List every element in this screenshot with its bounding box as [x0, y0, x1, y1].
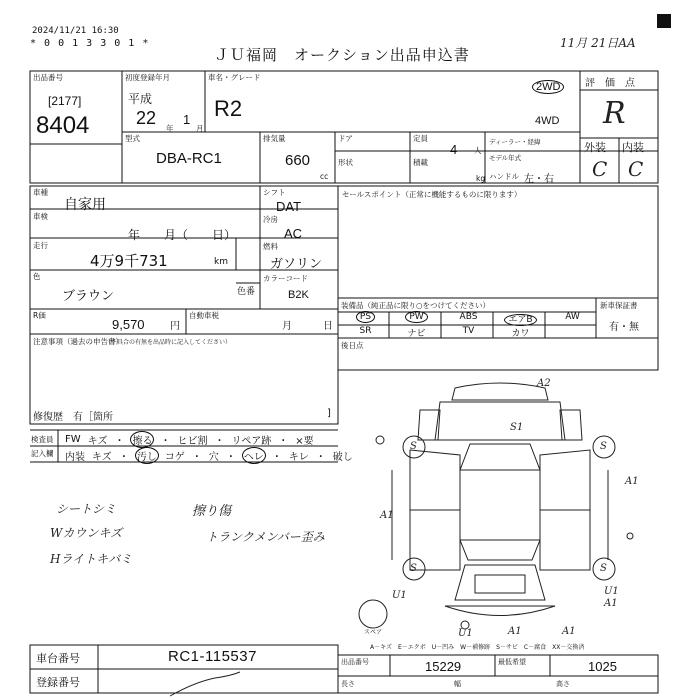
interior-checklist: 内装 キズ ・ 汚し コゲ ・ 穴 ・ ヘレ ・ キレ ・ 破し [64, 447, 354, 464]
equipment-ps[interactable]: PS [342, 312, 389, 322]
inspector-label: 検査員 [31, 435, 54, 444]
handle-options[interactable]: 左・右 [524, 174, 554, 185]
note-seat-stain: シートシミ [56, 502, 117, 516]
reserve-label: R価 [33, 311, 46, 320]
capacity-label: 積載 [413, 158, 428, 167]
year-unit: 年 [166, 124, 174, 133]
equipment-navi[interactable]: ナビ [407, 329, 426, 339]
mark-s-rear-right: S [600, 563, 607, 574]
remarks-label: 後日点 [341, 341, 364, 350]
equipment-sr[interactable]: SR [359, 326, 372, 336]
mark-ua1-right: A1 [625, 476, 639, 487]
mark-u1-bumper: U1 [458, 628, 473, 639]
mark-u1-bumper-center: A1 [508, 626, 522, 637]
evaluation-score[interactable]: R [603, 96, 626, 131]
warranty-options[interactable]: 有・無 [609, 322, 639, 333]
cooling-label: 冷房 [263, 215, 278, 224]
fuel-label: 燃料 [263, 242, 278, 251]
fuel-value[interactable]: ガソリン [270, 257, 323, 272]
notes-sub-label: （不具合の有無を出品時に記入してください） [105, 339, 232, 346]
evaluation-label: 評 価 点 [585, 78, 635, 89]
lot-code: [2177] [48, 94, 82, 108]
model-code[interactable]: DBA-RC1 [156, 150, 222, 167]
vehicle-type-label: 車種 [33, 188, 48, 197]
vehicle-type-value[interactable]: 自家用 [64, 197, 106, 213]
form-title: ＪＵ福岡 オークション出品申込書 [214, 46, 470, 64]
equipment-tv[interactable]: TV [462, 326, 475, 336]
yen-unit: 円 [170, 321, 180, 332]
repair-history-label: 修復歴 有［箇所 [33, 412, 113, 423]
reserve-price-label: 最低希望 [498, 658, 526, 666]
shift-label: シフト [263, 188, 286, 197]
km-unit: km [214, 257, 228, 267]
chassis-no-label: 車台番号 [36, 652, 80, 665]
note-scratch: 擦り傷 [192, 504, 232, 519]
mark-u1-rear-left: U1 [392, 590, 407, 601]
inspection-date[interactable]: 年 月（ 日） [128, 228, 237, 242]
reserve-price[interactable]: 9,570 [112, 317, 145, 332]
pen-stroke-icon [165, 668, 245, 700]
doors-label: ドア [338, 134, 353, 143]
first-reg-label: 初度登録年月 [125, 73, 170, 82]
serial-number: * 0 0 1 3 3 0 1 * [30, 38, 150, 49]
mark-s-front-left: S [410, 441, 417, 452]
equipment-label: 装備品（純正品に限り○をつけてください） [341, 301, 491, 310]
damage-legend: A－キズ E－エクボ U－凹み W－補修跡 S－サビ C－腐食 XX－交換済 [370, 644, 585, 651]
reg-no-label: 登録番号 [36, 676, 80, 689]
length-label: 長さ [341, 680, 355, 688]
car-name-label: 車名・グレード [208, 73, 261, 82]
era-value: 平成 [128, 92, 153, 106]
member-no-value[interactable]: 1025 [588, 659, 617, 674]
mileage-value[interactable]: 4万9千731 [90, 252, 168, 270]
car-name[interactable]: R2 [214, 96, 243, 121]
mark-s1-hood: S1 [510, 422, 524, 433]
equipment-airbag[interactable]: エアB [497, 312, 544, 325]
model-code-label: 型式 [125, 134, 140, 143]
note-headlight-yellowing: Hライトキバミ [50, 552, 133, 566]
month-unit: 月 [196, 124, 204, 133]
repair-history-close: ] [327, 408, 331, 419]
mark-a1-rear-right: A1 [604, 598, 618, 609]
spare-label: スペア [364, 629, 383, 636]
kg-unit: kg [476, 174, 486, 183]
color-no-label: 色番 [237, 287, 256, 297]
print-timestamp: 2024/11/21 16:30 [32, 26, 119, 36]
person-unit: 人 [474, 146, 482, 155]
first-reg-month[interactable]: 1 [183, 112, 191, 127]
color-code-label: カラーコード [263, 274, 308, 283]
equipment-aw[interactable]: AW [565, 312, 580, 322]
tax-month-unit: 月 [282, 321, 292, 332]
equipment-abs[interactable]: ABS [459, 312, 478, 322]
equipment-pw[interactable]: PW [393, 312, 440, 322]
lot-number[interactable]: 8404 [36, 112, 90, 139]
mark-a1-bumper-right: A1 [562, 626, 576, 637]
drive-4wd-option[interactable]: 4WD [535, 115, 560, 127]
height-label: 高さ [556, 680, 570, 688]
inspection-label: 車検 [33, 212, 48, 221]
member-code-value[interactable]: 15229 [425, 659, 462, 674]
color-label: 色 [33, 272, 41, 281]
displacement-value[interactable]: 660 [285, 152, 311, 169]
mileage-label: 走行 [33, 241, 48, 250]
tax-due-label: 自動車税 [189, 311, 219, 320]
mark-s-rear-left: S [410, 563, 417, 574]
cc-unit: cc [320, 172, 329, 181]
width-label: 幅 [454, 680, 461, 688]
mark-a1-left: A1 [380, 510, 394, 521]
body-shape-label: 形状 [338, 158, 353, 167]
note-trunk-member-distortion: トランクメンバー歪み [206, 530, 325, 544]
interior-label: 内装 [622, 141, 644, 154]
note-w-counter-scratch: Wカウンキズ [50, 526, 123, 540]
equipment-leather[interactable]: カワ [511, 329, 530, 339]
chassis-no-value[interactable]: RC1-115537 [168, 648, 257, 665]
mark-u1-rear-right: U1 [604, 586, 619, 597]
color-value[interactable]: ブラウン [62, 289, 115, 304]
notes-label: 注意事項（過去の申告書） [33, 337, 123, 346]
dealer-label: ディーラー・経緯 [489, 138, 541, 146]
color-code-value[interactable]: B2K [288, 289, 309, 301]
sales-point-label: セールスポイント（正常に機能するものに限ります） [342, 190, 522, 199]
recorder-label: 記入欄 [31, 449, 54, 458]
warranty-label: 新車保証書 [600, 301, 638, 310]
exterior-grade[interactable]: C [592, 157, 608, 181]
member-code-label: 出品番号 [341, 658, 369, 666]
inspector-checklist: FW キズ ・ 擦る ・ ヒビ割 ・ リペア跡 ・ ×要 [64, 431, 315, 448]
model-change-label: モデル年式 [489, 154, 522, 162]
lot-no-label: 出品番号 [33, 73, 63, 82]
tax-day-unit: 日 [323, 321, 333, 332]
seats-value[interactable]: 4 [450, 142, 458, 157]
cooling-value[interactable]: AC [284, 226, 303, 241]
mark-s-front-right: S [600, 441, 607, 452]
exterior-label: 外装 [584, 141, 606, 154]
displacement-label: 排気量 [263, 134, 286, 143]
first-reg-year[interactable]: 22 [136, 108, 157, 128]
drive-2wd-option[interactable]: 2WD [532, 80, 564, 94]
interior-grade[interactable]: C [628, 157, 644, 181]
submission-date: 11月 21日AA [560, 36, 636, 50]
handle-label: ハンドル [489, 172, 519, 181]
seats-label: 定員 [413, 134, 428, 143]
mark-a2-front: A2 [537, 378, 551, 389]
shift-value[interactable]: DAT [276, 199, 302, 214]
